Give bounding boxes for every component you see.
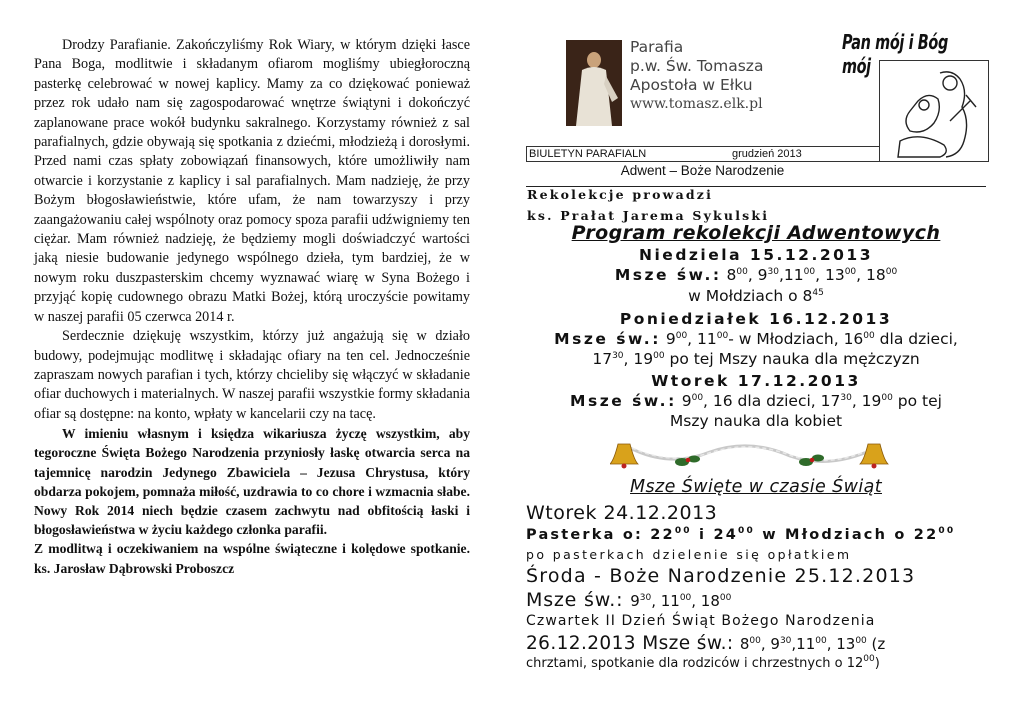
christmas-day3-masses: 26.12.2013 Msze św.: $8^{00}$, $9^{30},11^{00}$, $13^{00}$ (z — [526, 633, 886, 654]
retreat-line-1: Rekolekcje prowadzi — [527, 187, 714, 202]
christmas-title: Msze Święte w czasie Świąt — [630, 477, 882, 497]
retreat-line-2: ks. Prałat Jarema Sykulski — [527, 208, 770, 223]
christmas-day2: Środa - Boże Narodzenie 25.12.2013 — [526, 565, 916, 587]
christmas-garland-icon — [610, 438, 896, 474]
day2-masses-cont: $17^{30}$, $19^{00}$ po tej Mszy nauka dla mężczyzn — [592, 350, 920, 368]
day1-masses-times: $8^{00}$, $9^{30},11^{00}$, $13^{00}$, $18^{00}$ — [726, 266, 898, 284]
christmas-day1-line: Pasterka o: $22^{00}$ i $24^{00}$ w Młodziach o $22^{00}$ — [526, 526, 956, 543]
bulletin-date: grudzień 2013 — [732, 148, 802, 160]
bulletin-title: Pan mój i Bóg mój — [842, 30, 948, 78]
pastor-letter — [34, 36, 470, 578]
day3-heading: Wtorek 17.12.2013 — [651, 372, 861, 390]
logo-line-1: Parafia — [630, 38, 684, 56]
christmas-day1: Wtorek 24.12.2013 — [526, 502, 718, 524]
day1-heading: Niedziela 15.12.2013 — [639, 246, 873, 264]
day2-heading: Poniedziałek 16.12.2013 — [619, 310, 893, 328]
day2-masses: Msze św.: $9^{00}$, $11^{00}-$ w Młodziach, $16^{00}$ dla dzieci, — [554, 330, 958, 348]
day1-masses: Msze św.: $8^{00}$, $9^{30},11^{00}$, $13^{00}$, $18^{00}$ — [614, 266, 898, 284]
retreat-leader — [527, 184, 769, 226]
holy-family-drawing-icon — [879, 60, 989, 162]
letter-paragraph-1: Drodzy Parafianie. Zakończyliśmy Rok Wiary, w którym dzięki łasce Pana Boga, modlitwie i składanym ofiarom mogliśmy ubiegłoroczną pasterkę celebrować w nowej kaplicy. Mamy za co dziękować ponieważ przez rok udało nam się zagospodarować wnętrze świątyni i dokończyć zaplanowane prace wokół budynku sakralnego. Korzystamy również z sal parafialnych, gdzie obywają się spotkania z dziećmi, młodzieżą i dorosłymi. Przed nami czas spłaty zobowiązań finansowych, które umożliwiły nam otwarcie i korzystanie z kaplicy i sal parafialnych. Mam nadzieję, że przy Bożym błogosławieństwie, które ufam, że nam towarzyszy i przy zaangażowaniu całej wspólnoty oraz pomocy spoza parafii udźwigniemy ten ciężar. Mam również nadzieję, że będziemy mogli doświadczyć wartości jaką niesie budowanie jedynego wspólnego dzieła, tym bardziej, że w nowym roku duszpasterskim chcemy wyznawać wiarę w Syna Bożego i przyjąć kopię cudownego obrazu Matki Bożej, którą uroczyście powitamy w naszej parafii 05 czerwca 2014 r. — [34, 37, 470, 325]
letter-wishes: W imieniu własnym i księdza wikariusza życzę wszystkim, aby tegoroczne Święta Bożego Narodzenia przyniosły łaskę otwarcia serca na tajemnicę narodzin Jedynego Zbawiciela – Jezusa Chrystusa, który obdarza pokojem, pomnaża miłość, uzdrawia to co chore i wzmacnia słabe. Nowy Rok 2014 niech będzie czasem zachwytu nad obfitością łaski i błogosławieństwa w życiu każdego członka parafii. — [34, 426, 470, 538]
logo-line-3: Apostoła w Ełku — [630, 76, 753, 94]
bulletin-bar — [526, 146, 879, 162]
day3-masses-cont: Mszy nauka dla kobiet — [669, 412, 843, 430]
day1-note: w Mołdziach o $8^{45}$ — [688, 287, 824, 305]
saint-photo-icon — [566, 40, 622, 126]
christmas-day1-note: po pasterkach dzielenie się opłatkiem — [526, 547, 852, 562]
bulletin-label: BIULETYN PARAFIALN — [529, 148, 647, 160]
day3-masses: Msze św.: $9^{00}$, 16 dla dzieci, $17^{30}$, $19^{00}$ po tej — [570, 392, 942, 410]
parish-logo — [558, 30, 880, 146]
christmas-day3: Czwartek II Dzień Świąt Bożego Narodzenia — [526, 613, 876, 629]
christmas-day2-masses: Msze św.: $9^{30}$, $11^{00}$, $18^{00}$ — [526, 589, 732, 611]
season-label: Adwent – Boże Narodzenie — [620, 163, 785, 178]
letter-signature: Z modlitwą i oczekiwaniem na wspólne świąteczne i kolędowe spotkanie. ks. Jarosław Dąbrowski Proboszcz — [34, 541, 470, 576]
letter-paragraph-2: Serdecznie dziękuję wszystkim, którzy już angażują się w działo budowy, podejmując modlitwę i składając ofiary na ten cel. Jednocześnie zapraszam nowych parafian i tych, którzy chcieliby się włączyć w składanie ofiar duchowych i materialnych. W naszej parafii wszystkie formy składania ofiar są dostępne: na konto, wpłaty w kancelarii czy na tacę. — [34, 328, 470, 422]
christmas-day3-note: chrztami, spotkanie dla rodziców i chrzestnych o $12^{00}$) — [526, 654, 880, 671]
parish-url: www.tomasz.elk.pl — [630, 96, 763, 112]
program-title: Program rekolekcji Adwentowych — [571, 222, 941, 244]
logo-line-2: p.w. Św. Tomasza — [630, 57, 764, 75]
